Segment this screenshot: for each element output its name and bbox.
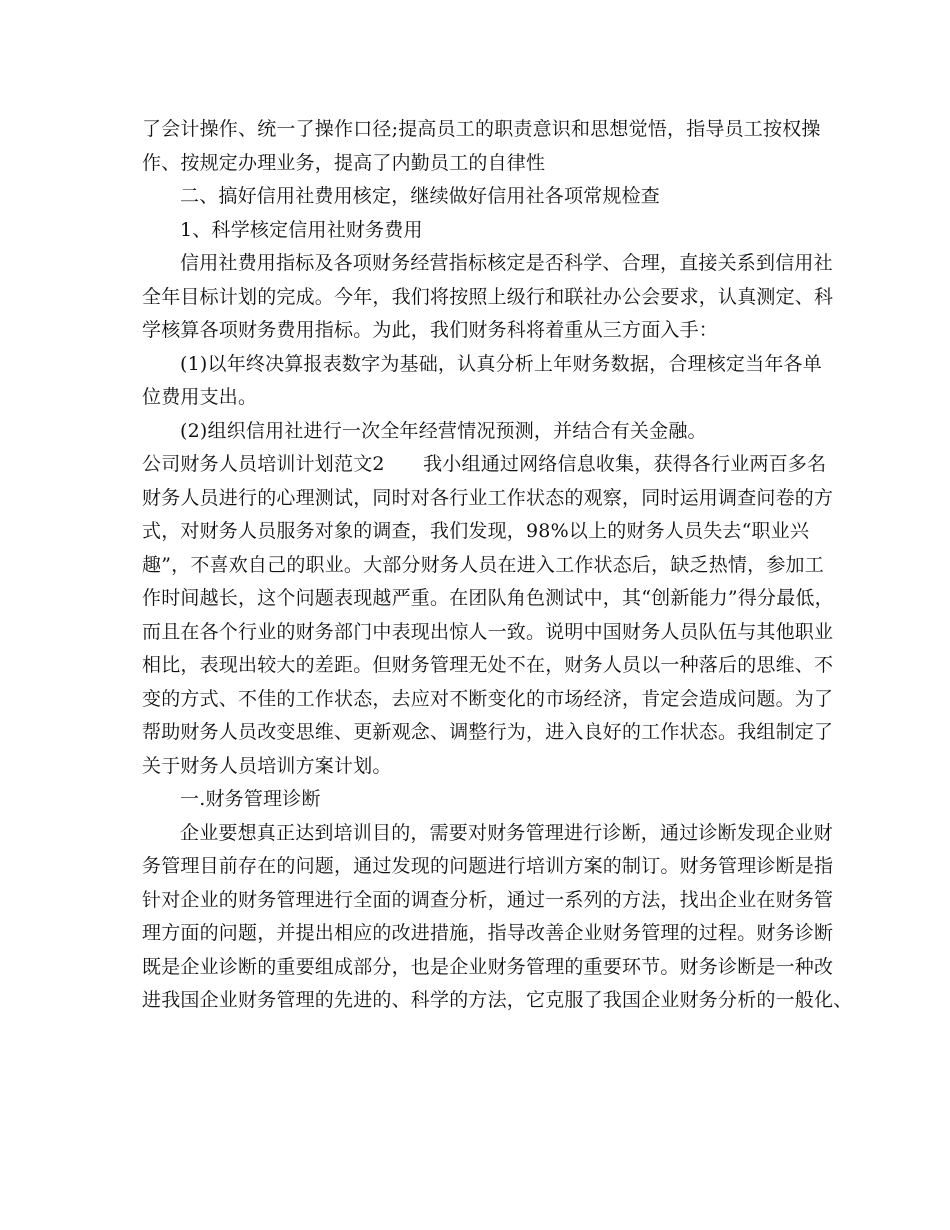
- list-item: (1)以年终决算报表数字为基础，认真分析上年财务数据，合理核定当年各单: [180, 352, 822, 375]
- document-body: [142, 113, 853, 1018]
- text-line: 相比，表现出较大的差距。但财务管理无处不在，财务人员以一种落后的思维、不: [142, 654, 834, 676]
- text-line: 公司财务人员培训计划范文2 我小组通过网络信息收集，获得各行业两百多名: [142, 453, 827, 475]
- text-line: 务管理目前存在的问题，通过发现的问题进行培训方案的制订。财务管理诊断是指: [142, 855, 834, 877]
- text-line: 全年目标计划的完成。今年，我们将按照上级行和联社办公会要求，认真测定、科: [142, 285, 834, 308]
- text-line: 帮助财务人员改变思维、更新观念、调整行为，进入良好的工作状态。我组制定了: [142, 721, 834, 743]
- text-line: 信用社费用指标及各项财务经营指标核定是否科学、合理，直接关系到信用社: [180, 252, 833, 274]
- text-line: 学核算各项财务费用指标。为此，我们财务科将着重从三方面入手：: [142, 319, 719, 341]
- text-line: 式，对财务人员服务对象的调查，我们发现，98%以上的财务人员失去“职业兴: [142, 520, 810, 542]
- text-line: 企业要想真正达到培训目的，需要对财务管理进行诊断，通过诊断发现企业财: [180, 821, 833, 844]
- text-line: 趣”，不喜欢自己的职业。大部分财务人员在进入工作状态后，缺乏热情，参加工: [142, 553, 824, 576]
- text-line: 既是企业诊断的重要组成部分，也是企业财务管理的重要环节。财务诊断是一种改: [142, 955, 834, 978]
- text-line: 位费用支出。: [142, 386, 258, 408]
- text-line: 进我国企业财务管理的先进的、科学的方法，它克服了我国企业财务分析的一般化、: [142, 989, 853, 1011]
- text-line: 变的方式、不佳的工作状态，去应对不断变化的市场经济，肯定会造成问题。为了: [142, 687, 834, 710]
- list-item: (2)组织信用社进行一次全年经营情况预测，并结合有关金融。: [180, 419, 707, 442]
- subsection-heading: 1、科学核定信用社财务费用: [180, 218, 423, 241]
- text-line: 了会计操作、统一了操作口径;提高员工的职责意识和思想觉悟，指导员工按权操: [142, 118, 821, 140]
- text-line: 财务人员进行的心理测试，同时对各行业工作状态的观察，同时运用调查问卷的方: [142, 486, 834, 509]
- text-line: 作、按规定办理业务，提高了内勤员工的自律性: [142, 151, 546, 174]
- text-line: 而且在各个行业的财务部门中表现出惊人一致。说明中国财务人员队伍与其他职业: [142, 620, 834, 643]
- section-heading: 一.财务管理诊断: [180, 788, 321, 810]
- text-line: 理方面的问题，并提出相应的改进措施，指导改善企业财务管理的过程。财务诊断: [142, 922, 834, 944]
- section-heading: 二、搞好信用社费用核定，继续做好信用社各项常规检查: [180, 185, 661, 207]
- text-line: 关于财务人员培训方案计划。: [142, 754, 392, 777]
- text-line: 作时间越长，这个问题表现越严重。在团队角色测试中，其“创新能力”得分最低，: [142, 587, 834, 609]
- text-line: 针对企业的财务管理进行全面的调查分析，通过一系列的方法，找出企业在财务管: [142, 888, 834, 911]
